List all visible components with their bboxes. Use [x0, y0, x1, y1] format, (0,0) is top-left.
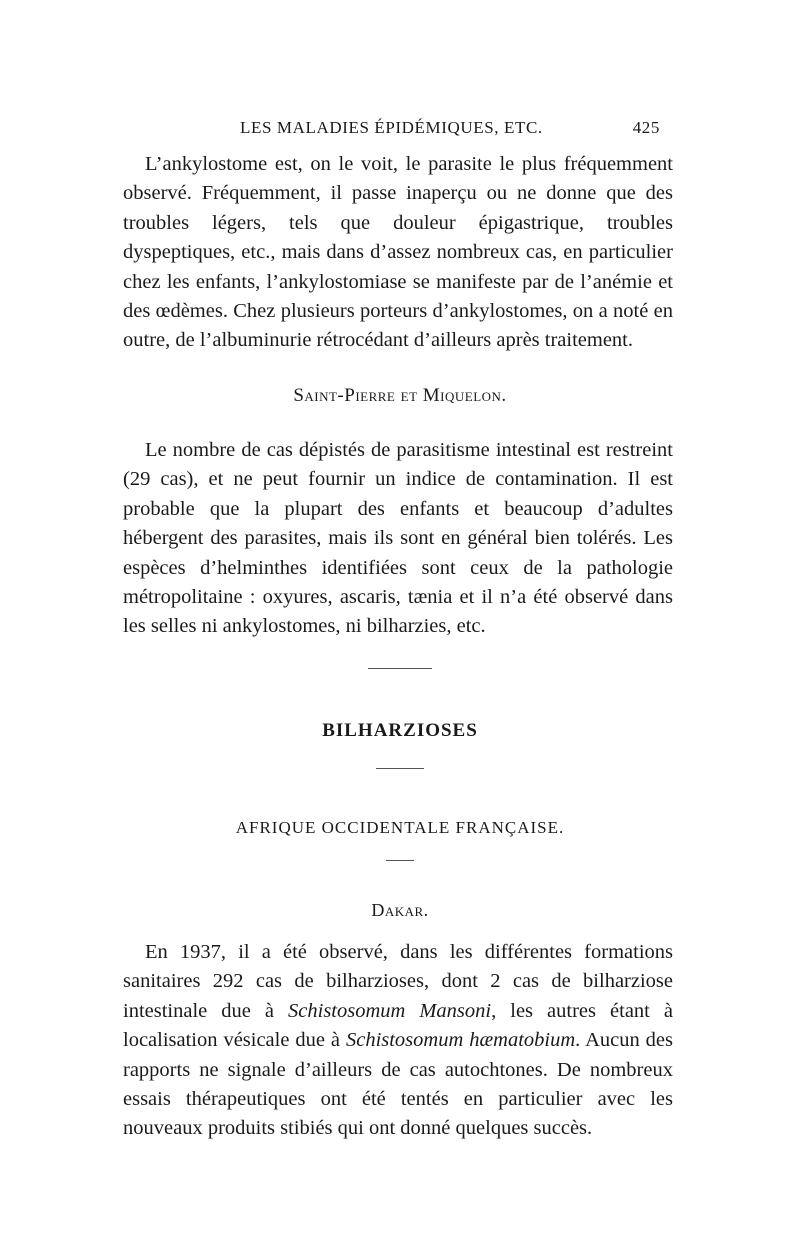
heading-underline	[376, 768, 424, 769]
page-number: 425	[632, 118, 660, 137]
species-name: Schistosomum hæmatobium	[345, 1029, 576, 1052]
paragraph-dakar-bilharzioses	[123, 938, 673, 1144]
running-header	[140, 118, 660, 142]
heading-bilharzioses: BILHARZIOSES	[322, 720, 478, 741]
species-name: Schistosomum Mansoni	[288, 999, 492, 1022]
running-title: LES MALADIES ÉPIDÉMIQUES, ETC.	[240, 118, 543, 137]
paragraph-ankylostome: L’ankylostome est, on le voit, le parasite le plus fréquemment observé. Fréquemment, il passe inaperçu ou ne donne que des troubles légers, tels que douleur épigastrique, troubles dyspeptiques, etc., mais dans d’assez nombreux cas, en particulier chez les enfants, l’ankylostomiase se manifeste par de l’anémie et des œdèmes. Chez plusieurs porteurs d’ankylostomes, on a noté en outre, de l’albuminurie rétrocédant d’ailleurs après traitement.	[123, 153, 673, 352]
heading-saint-pierre-et-miquelon: Saint-Pierre et Miquelon.	[293, 385, 507, 406]
heading-afrique-occidentale-francaise: AFRIQUE OCCIDENTALE FRANÇAISE.	[235, 818, 565, 837]
subheading-divider	[386, 860, 414, 861]
heading-dakar: Dakar.	[371, 900, 429, 920]
paragraph-parasitisme: Le nombre de cas dépistés de parasitisme intestinal est restreint (29 cas), et ne peut fournir un indice de contamination. Il est probable que la plupart des enfants et beaucoup d’adultes hébergent des parasites, mais ils sont en général bien tolérés. Les espèces d’helminthes identifiées sont ceux de la pathologie métropolitaine : oxyures, ascaris, tænia et il n’a été observé dans les selles ni ankylostomes, ni bilharzies, etc.	[123, 439, 673, 638]
paragraph-text: . Aucun des rapports ne signale d’ailleurs de cas autochtones. De nombreux essais thérapeutiques ont été tentés en particulier avec les nouveaux produits stibiés qui ont donné quelques succès.	[123, 1029, 673, 1140]
section-divider	[368, 668, 432, 669]
paragraph-text: En 1937, il a été observé, dans les différentes formations sanitaires 292 cas de bilharzioses, dont 2 cas de bilharziose intestinale due à	[123, 941, 673, 1022]
paragraph-text: , les autres étant à localisation vésicale due à	[123, 999, 673, 1052]
